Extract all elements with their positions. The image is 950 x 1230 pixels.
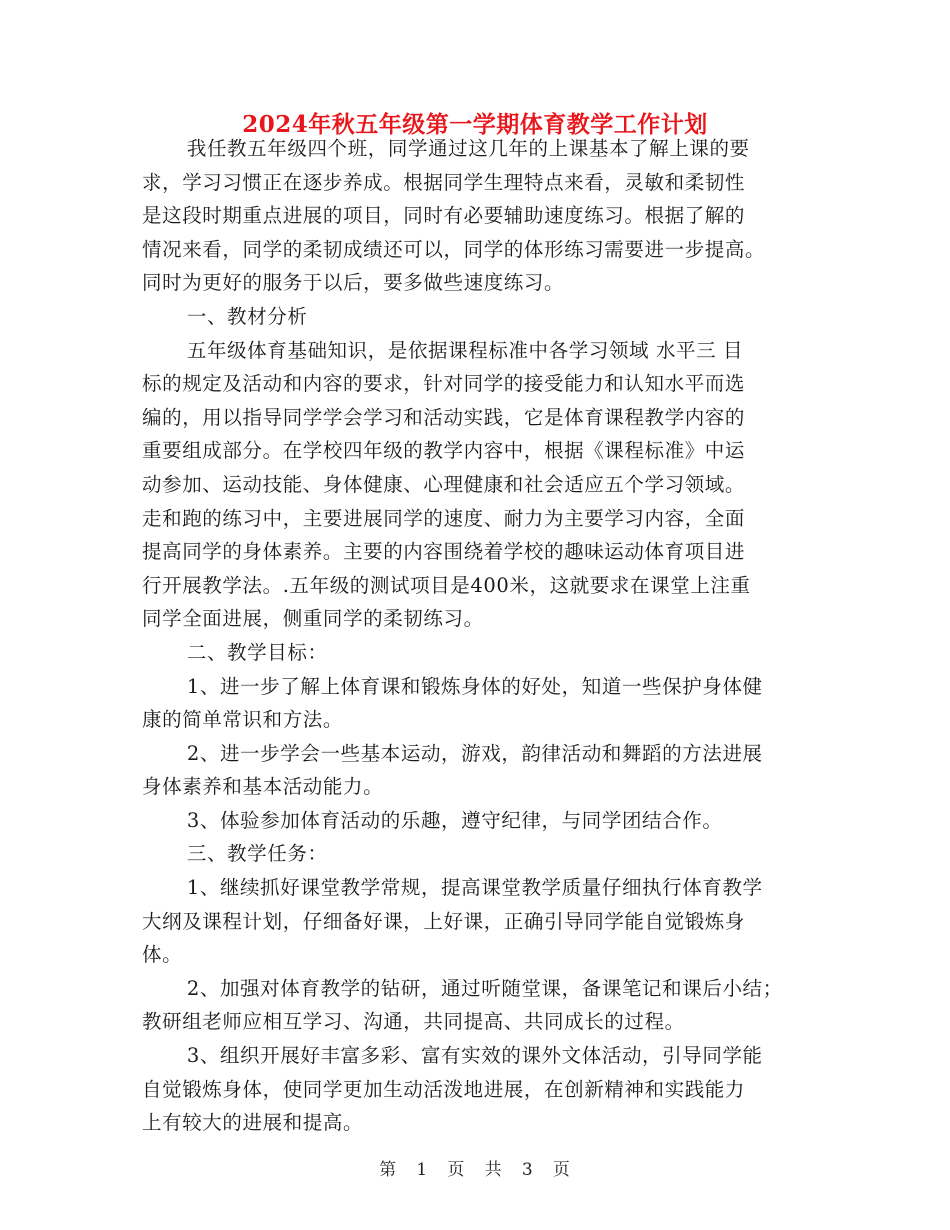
paragraph-line: 五年级体育基础知识，是依据课程标准中各学习领域 水平三 目: [186, 338, 744, 362]
footer-suffix: 页: [552, 1160, 571, 1180]
paragraph-line: 3、组织开展好丰富多彩、富有实效的课外文体活动，引导同学能: [186, 1044, 763, 1068]
paragraph-line: 动参加、运动技能、身体健康、心理健康和社会适应五个学习领域。: [142, 472, 746, 496]
paragraph-line: 2、加强对体育教学的钻研，通过听随堂课，备课笔记和课后小结；: [186, 976, 783, 1000]
paragraph-line: 提高同学的身体素养。主要的内容围绕着学校的趣味运动体育项目进: [142, 540, 746, 564]
paragraph-line: 教研组老师应相互学习、沟通，共同提高、共同成长的过程。: [142, 1010, 685, 1034]
paragraph-line: 3、体验参加体育活动的乐趣，遵守纪律，与同学团结合作。: [186, 808, 723, 832]
paragraph-line: 同时为更好的服务于以后，要多做些速度练习。: [142, 271, 565, 295]
paragraph-line: 大纲及课程计划，仔细备好课，上好课，正确引导同学能自觉锻炼身: [142, 909, 746, 933]
paragraph-line: 2、进一步学会一些基本运动，游戏，韵律活动和舞蹈的方法进展: [186, 741, 763, 765]
heading-text: 三、教学任务：: [186, 842, 328, 866]
footer-current-page: 1: [416, 1160, 429, 1180]
paragraph-line: 编的，用以指导同学学会学习和活动实践，它是体育课程教学内容的: [142, 405, 746, 429]
section-heading-teaching-goals: [142, 636, 812, 670]
paragraph-line: 情况来看，同学的柔韧成绩还可以，同学的体形练习需要进一步提高。: [142, 237, 766, 261]
paragraph-line: 走和跑的练习中，主要进展同学的速度、耐力为主要学习内容，全面: [142, 506, 746, 530]
paragraph-line: 求，学习习惯正在逐步养成。根据同学生理特点来看，灵敏和柔韧性: [142, 170, 746, 194]
paragraph-line: 行开展教学法。.五年级的测试项目是400米，这就要求在课堂上注重: [142, 573, 751, 597]
paragraph-line: 自觉锻炼身体，使同学更加生动活泼地进展，在创新精神和实践能力: [142, 1077, 746, 1101]
footer-page-word: 页: [447, 1160, 466, 1180]
footer-total-word: 共: [484, 1160, 503, 1180]
paragraph-line: 康的简单常识和方法。: [142, 708, 344, 732]
document-body: [142, 132, 812, 1140]
paragraph-line: 身体素养和基本活动能力。: [142, 775, 384, 799]
paragraph-line: 我任教五年级四个班，同学通过这几年的上课基本了解上课的要: [186, 137, 750, 160]
document-title: 2024年秋五年级第一学期体育教学工作计划: [242, 111, 708, 138]
heading-text: 二、教学目标：: [186, 640, 328, 664]
paragraph-line: 同学全面进展，侧重同学的柔韧练习。: [142, 607, 484, 631]
goal-item-1: [142, 670, 812, 737]
paragraph-line: 是这段时期重点进展的项目，同时有必要辅助速度练习。根据了解的: [142, 204, 746, 228]
paragraph-line: 重要组成部分。在学校四年级的教学内容中，根据《课程标准》中运: [142, 439, 746, 463]
footer-total-pages: 3: [521, 1160, 534, 1180]
page-number-footer: [0, 1155, 950, 1180]
paragraph-line: 体。: [142, 943, 183, 967]
section-heading-material-analysis: [142, 300, 812, 334]
paragraph-line: 上有较大的进展和提高。: [142, 1111, 364, 1135]
footer-prefix: 第: [379, 1160, 398, 1180]
task-item-3: [142, 1039, 812, 1140]
heading-text: 一、教材分析: [186, 304, 308, 328]
goal-item-2: [142, 737, 812, 804]
paragraph-line: 1、进一步了解上体育课和锻炼身体的好处，知道一些保护身体健: [186, 674, 763, 698]
paragraph-intro: [142, 132, 812, 300]
task-item-1: [142, 871, 812, 972]
paragraph-line: 1、继续抓好课堂教学常规，提高课堂教学质量仔细执行体育教学: [186, 876, 763, 900]
paragraph-line: 标的规定及活动和内容的要求，针对同学的接受能力和认知水平而选: [142, 372, 746, 396]
goal-item-3: [142, 804, 812, 838]
section-heading-teaching-tasks: [142, 837, 812, 871]
paragraph-material-analysis: [142, 334, 812, 636]
task-item-2: [142, 972, 812, 1039]
